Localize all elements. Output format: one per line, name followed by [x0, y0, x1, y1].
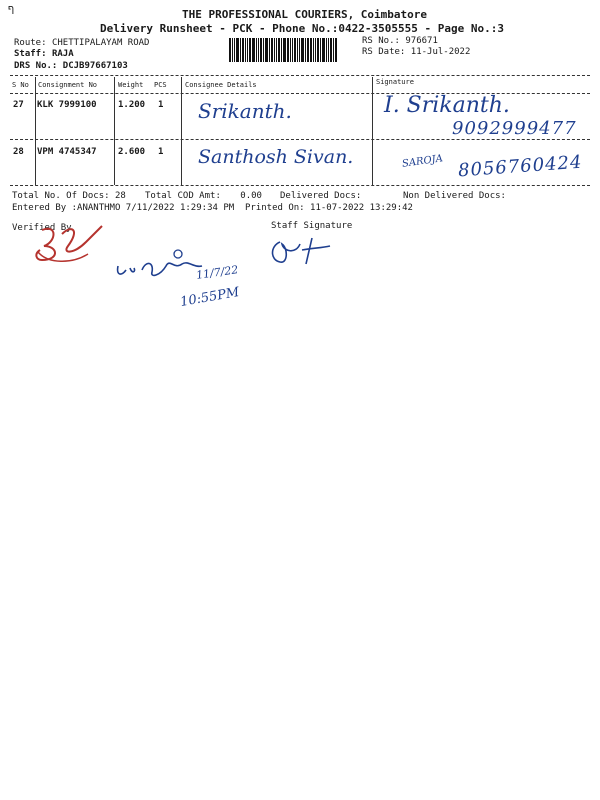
phone-handwriting: 8056760424 — [457, 151, 584, 182]
barcode-bar — [335, 38, 337, 62]
barcode-bar — [276, 38, 277, 62]
signature-handwriting: SAROJA — [401, 153, 444, 170]
barcode-bar — [252, 38, 255, 62]
barcode-bar — [292, 38, 293, 62]
barcode-bar — [271, 38, 273, 62]
barcode-bar — [313, 38, 314, 62]
phone-handwriting: 9092999477 — [452, 118, 577, 139]
rs-date-value: 11-Jul-2022 — [410, 47, 471, 57]
barcode-bar — [315, 38, 316, 62]
consignee-handwriting: Srikanth. — [198, 99, 292, 123]
row-consignment: VPM 4745347 — [37, 147, 97, 157]
barcode-bar — [287, 38, 289, 62]
row-sno: 28 — [13, 147, 24, 157]
staff-signature — [266, 234, 336, 270]
barcode-bar — [240, 38, 241, 62]
row-weight: 2.600 — [118, 147, 146, 157]
col-divider — [372, 77, 373, 185]
total-docs — [12, 191, 126, 201]
barcode-bar — [317, 38, 319, 62]
col-divider — [35, 77, 36, 185]
barcode-bar — [322, 38, 325, 62]
barcode-bar — [299, 38, 300, 62]
verified-by-label: Verified By — [12, 223, 72, 233]
row-weight: 1.200 — [118, 100, 146, 110]
barcode-bar — [269, 38, 270, 62]
table-row-rule — [10, 139, 590, 140]
barcode — [229, 38, 353, 62]
drs-line — [14, 61, 128, 71]
table-bottom-rule — [10, 185, 590, 186]
staff-line — [14, 49, 74, 59]
non-delivered-docs-label: Non Delivered Docs: — [403, 191, 506, 201]
row-sno: 27 — [13, 100, 24, 110]
barcode-bar — [234, 38, 235, 62]
column-header: Weight — [118, 81, 144, 89]
column-header: Consignee Details — [185, 81, 257, 89]
barcode-bar — [263, 38, 264, 62]
total-cod — [145, 191, 262, 201]
staff-signature-label: Staff Signature — [271, 221, 353, 231]
delivered-docs-label: Delivered Docs: — [280, 191, 362, 201]
staff-value: RAJA — [51, 49, 74, 59]
barcode-bar — [307, 38, 309, 62]
barcode-bar — [290, 38, 291, 62]
barcode-bar — [326, 38, 327, 62]
rs-date-label: RS Date: — [362, 47, 406, 57]
column-header: Consignment No — [38, 81, 98, 89]
cod-label: Total COD Amt: — [145, 191, 221, 201]
verified-signature — [28, 220, 108, 270]
table-top-rule — [10, 75, 590, 76]
col-divider — [114, 77, 115, 185]
barcode-bar — [305, 38, 306, 62]
signature-handwriting: I. Srikanth. — [384, 93, 510, 118]
consignee-handwriting: Santhosh Sivan. — [198, 146, 354, 168]
company-title: THE PROFESSIONAL COURIERS, Coimbatore — [182, 8, 428, 21]
barcode-bar — [229, 38, 231, 62]
barcode-bar — [330, 38, 332, 62]
barcode-bar — [283, 38, 286, 62]
barcode-bar — [333, 38, 334, 62]
route-label: Route: — [14, 38, 47, 48]
barcode-bar — [258, 38, 259, 62]
entered-by: Entered By :ANANTHMO 7/11/2022 1:29:34 PM — [12, 203, 235, 213]
column-header: Signature — [376, 78, 414, 86]
barcode-bar — [320, 38, 321, 62]
total-docs-label: Total No. Of Docs: — [12, 191, 110, 201]
barcode-bar — [256, 38, 257, 62]
staff-label: Staff: — [14, 49, 47, 59]
rs-date-line — [362, 47, 470, 57]
row-pcs: 1 — [158, 147, 164, 157]
drs-value: DCJB97667103 — [62, 61, 128, 71]
printed-on: Printed On: 11-07-2022 13:29:42 — [245, 203, 413, 213]
barcode-bar — [249, 38, 251, 62]
corner-mark: ף — [8, 4, 15, 15]
runsheet-title: Delivery Runsheet - PCK - Phone No.:0422-3505555 - Page No.:3 — [100, 22, 504, 35]
rs-no-label: RS No.: — [362, 36, 400, 46]
barcode-bar — [242, 38, 244, 62]
rs-no-value: 976671 — [405, 36, 438, 46]
cod-value: 0.00 — [240, 191, 262, 201]
barcode-bar — [278, 38, 280, 62]
rs-no-line — [362, 36, 438, 46]
col-divider — [181, 77, 182, 185]
barcode-bar — [245, 38, 246, 62]
route-line — [14, 38, 149, 48]
handwritten-time: 10:55PM — [179, 284, 241, 311]
row-pcs: 1 — [158, 100, 164, 110]
barcode-bar — [236, 38, 239, 62]
row-consignment: KLK 7999100 — [37, 100, 97, 110]
route-value: CHETTIPALAYAM ROAD — [51, 38, 150, 48]
barcode-bar — [301, 38, 304, 62]
total-docs-value: 28 — [114, 191, 126, 201]
barcode-bar — [310, 38, 312, 62]
barcode-bar — [265, 38, 268, 62]
barcode-bar — [328, 38, 329, 62]
barcode-bar — [232, 38, 233, 62]
drs-label: DRS No.: — [14, 61, 58, 71]
barcode-bar — [247, 38, 248, 62]
barcode-bar — [274, 38, 275, 62]
barcode-bar — [297, 38, 298, 62]
barcode-bar — [294, 38, 296, 62]
barcode-bar — [260, 38, 262, 62]
handwritten-date: 11/7/22 — [195, 263, 240, 282]
barcode-bar — [281, 38, 282, 62]
column-header: PCS — [154, 81, 167, 89]
column-header: S No — [12, 81, 29, 89]
